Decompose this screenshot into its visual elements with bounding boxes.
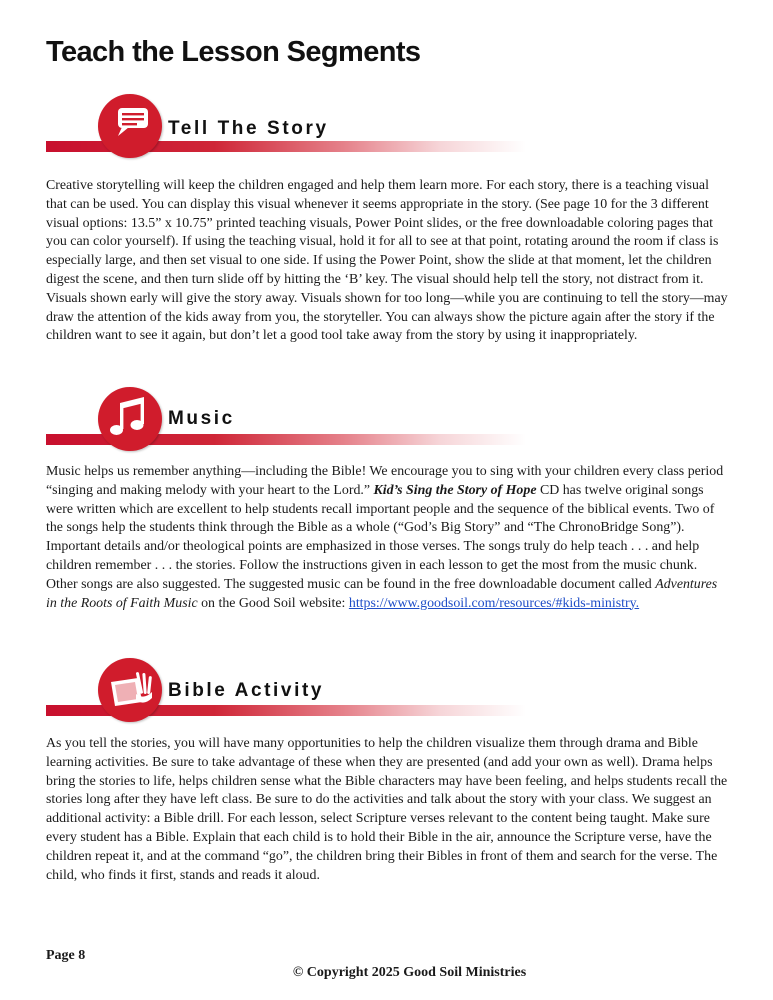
cd-title: Kid’s Sing the Story of Hope bbox=[373, 482, 537, 498]
music-text-part: CD has twelve original songs were written which are excellent to help students recall important people and the sequence of the biblical events. Two of the songs help the students think through the Bible as a whole (“God’s Big Story” and “The ChronoBridge Song”). Important details and/or theological points are emphasized in those verses. The songs truly do help teach . . . and help children remember . . . the stories. Follow the instructions given in each lesson to get the most from the music chunk. Other songs are also suggested. The suggested music can be found in the free downloadable document called bbox=[46, 482, 715, 592]
bible-activity-text: As you tell the stories, you will have many opportunities to help the children visualize them through drama and Bible learning activities. Be sure to take advantage of these when they are presented (and add your own as well). Drama helps bring the stories to life, helps children sense what the Bible characters may have been feeling, and helps students recall the stories long after they have left class. Be sure to do the activities and talk about the story with your class. We suggest an additional activity: a Bible drill. For each lesson, select Scripture verses relevant to the content being taught. Make sure every student has a Bible. Explain that each child is to hold their Bible in the air, announce the Scripture verse, have the children repeat it, and at the command “go”, the children bring their Bibles in front of them and search for the verse. The child, who finds it first, stands and reads it aloud. bbox=[46, 736, 728, 883]
music-text bbox=[46, 463, 730, 613]
speech-bubble-icon bbox=[98, 94, 162, 158]
bible-icon bbox=[98, 658, 162, 722]
goodsoil-resources-link[interactable]: https://www.goodsoil.com/resources/#kids-ministry. bbox=[348, 595, 640, 611]
document-title: Adventures in the Roots of Faith Music bbox=[46, 576, 718, 611]
music-badge bbox=[98, 387, 162, 451]
music-text-part: Music helps us remember anything—including the Bible! We encourage you to sing with your children every class period “singing and making melody with your heart to the Lord.” bbox=[46, 464, 724, 498]
page-number: Page 8 bbox=[46, 948, 86, 963]
tell-the-story-header bbox=[46, 93, 526, 163]
section-heading: Bible Activity bbox=[168, 680, 325, 701]
section-heading: Music bbox=[168, 408, 235, 429]
music-header bbox=[46, 385, 526, 455]
copyright: © Copyright 2025 Good Soil Ministries bbox=[292, 965, 527, 980]
tell-the-story-text: Creative storytelling will keep the children engaged and help them learn more. For each story, there is a teaching visual that can be used. You can display this visual whenever it seems appropriate in the story. (See page 10 for the 3 different visual options: 13.5” x 10.75” printed teaching visuals, Power Point slides, or the free downloadable coloring pages that you can color yourself). If using the teaching visual, hold it for all to see at that point, rotating around the room if class is especially large, and then set visual to one side. If using the Power Point, show the slide at that moment, let the children digest the scene, and then turn slide off by hitting the ‘B’ key. The visual should help tell the story, not distract from it. Visuals shown early will give the story away. Visuals shown for too long—while you are continuing to tell the story—may draw the attention of the kids away from you, the storyteller. You can always show the picture again after the story if the children want to see it again, but don’t let a good tool take away from the story by using it inappropriately. bbox=[46, 178, 728, 344]
page-title: Teach the Lesson Segments bbox=[46, 36, 421, 68]
music-text-part: on the Good Soil website: bbox=[197, 595, 349, 611]
tell-the-story-badge bbox=[98, 94, 162, 158]
music-note-icon bbox=[98, 387, 162, 451]
section-heading: Tell The Story bbox=[168, 118, 329, 139]
bible-activity-badge bbox=[98, 658, 162, 722]
bible-activity-header bbox=[46, 656, 526, 726]
